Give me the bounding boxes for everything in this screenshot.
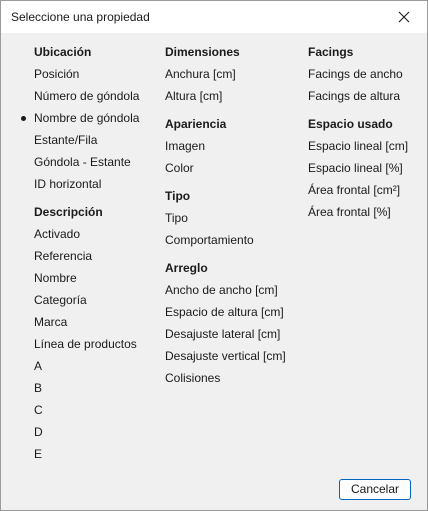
property-item-label: Referencia [34, 249, 93, 263]
property-item-label: ID horizontal [34, 177, 102, 191]
property-item-gondola-estante[interactable] [34, 151, 139, 173]
property-item-area-frontal[interactable] [308, 201, 408, 223]
selected-bullet-icon [21, 116, 26, 121]
property-item-espacio-lineal-cm[interactable] [308, 135, 408, 157]
group-header-ubicacion: Ubicación [34, 45, 92, 59]
property-item-c[interactable] [34, 399, 139, 421]
property-item-label: Activado [34, 227, 81, 241]
property-item-label: D [34, 425, 43, 439]
property-item-colisiones[interactable] [165, 367, 286, 389]
group-header-dimensiones: Dimensiones [165, 45, 240, 59]
property-item-label: Color [165, 161, 194, 175]
close-button[interactable] [381, 1, 427, 33]
property-item-marca[interactable] [34, 311, 139, 333]
property-item-label: A [34, 359, 43, 373]
property-item-label: Facings de ancho [308, 67, 403, 81]
property-item-tipo[interactable] [165, 207, 286, 229]
property-item-label: Categoría [34, 293, 87, 307]
property-item-label: Área frontal [%] [308, 205, 391, 219]
property-item-area-frontal-cm[interactable] [308, 179, 408, 201]
property-item-comportamiento[interactable] [165, 229, 286, 251]
property-item-id-horizontal[interactable] [34, 173, 139, 195]
property-item-imagen[interactable] [165, 135, 286, 157]
property-item-nombre-de-gondola[interactable] [34, 107, 139, 129]
property-item-label: Espacio de altura [cm] [165, 305, 284, 319]
property-item-label: Comportamiento [165, 233, 254, 247]
property-item-b[interactable] [34, 377, 139, 399]
group-header-arreglo: Arreglo [165, 261, 208, 275]
property-item-categoria[interactable] [34, 289, 139, 311]
property-item-label: Desajuste lateral [cm] [165, 327, 281, 341]
property-item-anchura-cm[interactable] [165, 63, 286, 85]
property-item-label: Espacio lineal [%] [308, 161, 403, 175]
column-facings-space [308, 41, 408, 223]
title-bar [1, 1, 427, 33]
property-item-label: Número de góndola [34, 89, 140, 103]
column-dimensions-appearance [165, 41, 286, 389]
property-item-label: Góndola - Estante [34, 155, 131, 169]
property-item-nombre[interactable] [34, 267, 139, 289]
property-item-ancho-de-ancho-cm[interactable] [165, 279, 286, 301]
property-item-label: Espacio lineal [cm] [308, 139, 409, 153]
property-item-espacio-lineal[interactable] [308, 157, 408, 179]
property-item-label: Anchura [cm] [165, 67, 236, 81]
group-header-facings: Facings [308, 45, 354, 59]
group-header-tipo: Tipo [165, 189, 191, 203]
property-item-label: E [34, 447, 43, 461]
property-item-altura-cm[interactable] [165, 85, 286, 107]
property-item-posicion[interactable] [34, 63, 139, 85]
group-header-descripcion: Descripción [34, 205, 103, 219]
property-item-label: C [34, 403, 43, 417]
property-item-label: Colisiones [165, 371, 221, 385]
property-item-d[interactable] [34, 421, 139, 443]
property-item-facings-de-ancho[interactable] [308, 63, 408, 85]
property-item-label: Nombre de góndola [34, 111, 140, 125]
property-item-label: Altura [cm] [165, 89, 223, 103]
property-item-label: Tipo [165, 211, 188, 225]
property-item-numero-de-gondola[interactable] [34, 85, 139, 107]
column-location-description [34, 41, 139, 465]
group-header-espacio-usado: Espacio usado [308, 117, 393, 131]
property-item-facings-de-altura[interactable] [308, 85, 408, 107]
property-item-referencia[interactable] [34, 245, 139, 267]
close-icon [398, 11, 410, 23]
property-item-color[interactable] [165, 157, 286, 179]
property-item-desajuste-vertical-cm[interactable] [165, 345, 286, 367]
dialog-title: Seleccione una propiedad [11, 10, 150, 24]
property-item-label: B [34, 381, 43, 395]
property-item-activado[interactable] [34, 223, 139, 245]
group-header-apariencia: Apariencia [165, 117, 227, 131]
property-item-label: Línea de productos [34, 337, 137, 351]
property-item-label: Facings de altura [308, 89, 401, 103]
property-item-label: Desajuste vertical [cm] [165, 349, 286, 363]
property-item-label: Marca [34, 315, 68, 329]
property-item-label: Posición [34, 67, 80, 81]
property-item-a[interactable] [34, 355, 139, 377]
cancel-button[interactable]: Cancelar [339, 479, 411, 500]
property-item-linea-de-productos[interactable] [34, 333, 139, 355]
property-item-estante-fila[interactable] [34, 129, 139, 151]
property-item-desajuste-lateral-cm[interactable] [165, 323, 286, 345]
property-item-label: Nombre [34, 271, 77, 285]
property-item-label: Estante/Fila [34, 133, 98, 147]
property-item-label: Área frontal [cm²] [308, 183, 401, 197]
property-item-label: Ancho de ancho [cm] [165, 283, 278, 297]
property-item-espacio-de-altura-cm[interactable] [165, 301, 286, 323]
property-item-e[interactable] [34, 443, 139, 465]
property-item-label: Imagen [165, 139, 206, 153]
